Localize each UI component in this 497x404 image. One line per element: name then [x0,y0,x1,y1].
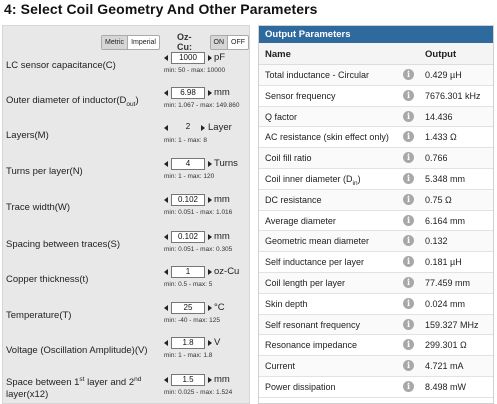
table-row [259,294,493,315]
table-row [259,231,493,252]
table-row [259,356,493,377]
layer-spacing-input[interactable]: 1.5 [171,374,205,386]
decrement-arrow-icon[interactable] [164,125,168,131]
decrement-arrow-icon[interactable] [164,55,168,61]
decrement-arrow-icon[interactable] [164,377,168,383]
output-name: Current [265,361,296,372]
range-hint: min: 0.051 - max: 0.305 [164,246,233,253]
param-row-voltage [3,338,251,376]
output-value: 8.498 mW [425,381,467,392]
increment-arrow-icon[interactable] [208,90,212,96]
unit-label: mm [214,87,230,98]
param-label: Turns per layer(N) [6,166,83,177]
increment-arrow-icon[interactable] [208,377,212,383]
output-value: 7676.301 kHz [425,90,481,101]
range-hint: min: 0.051 - max: 1.016 [164,209,233,216]
unit-label: mm [214,374,230,385]
decrement-arrow-icon[interactable] [164,305,168,311]
copper-thickness-stepper [164,267,254,279]
table-row [259,273,493,294]
output-name: Coil inner diameter $(D_{in})$ [265,173,361,187]
info-icon[interactable]: i [403,69,414,80]
output-name: Total inductance - Circular [265,70,370,80]
output-value: 14.436 [425,111,453,122]
info-icon[interactable]: i [403,277,414,288]
output-name: Average diameter [265,215,336,226]
output-value: 4.721 mA [425,361,464,372]
info-icon[interactable]: i [403,152,414,163]
trace-width-stepper [164,195,254,207]
param-row-turns [3,159,251,197]
voltage-stepper [164,338,254,350]
output-name: Self inductance per layer [265,257,365,268]
unit-label: oz-Cu [214,266,240,277]
outer-diameter-input[interactable]: 6.98 [171,87,205,99]
table-row [259,377,493,398]
param-label: Space between 1st layer and 2nd layer(x12) [6,376,142,401]
output-parameters-panel [258,25,494,404]
layers-stepper [164,123,254,135]
output-name: Coil length per layer [265,277,346,288]
output-panel-header: Output Parameters [259,26,493,43]
increment-arrow-icon[interactable] [208,55,212,61]
output-value: 1.433 Ω [425,132,457,143]
info-icon[interactable]: i [403,215,414,226]
output-name: Self resonant frequency [265,319,361,330]
voltage-input[interactable]: 1.8 [171,337,205,349]
unit-label: mm [214,231,230,242]
range-hint: min: 1.067 - max: 149.860 [164,102,240,109]
layer-spacing-stepper [164,375,254,387]
range-hint: min: 1 - max: 120 [164,173,215,180]
table-row [259,190,493,211]
unit-label: V [214,337,221,348]
table-row [259,335,493,356]
oz-cu-off-button[interactable]: OFF [231,38,245,46]
table-row [259,315,493,336]
output-name: Sensor frequency [265,90,336,101]
outer-diameter-stepper [164,88,254,100]
table-row [259,252,493,273]
info-icon[interactable]: i [403,298,414,309]
increment-arrow-icon[interactable] [208,305,212,311]
table-row [259,148,493,169]
decrement-arrow-icon[interactable] [164,269,168,275]
temperature-input[interactable]: 25 [171,302,205,314]
output-value: 159.327 MHz [425,319,479,330]
param-label: Outer diameter of $inductor(D_{out})$ [6,95,139,108]
info-icon[interactable]: i [403,90,414,101]
output-table-header [259,43,493,65]
unit-label: °C [214,302,225,313]
unit-controls [101,32,249,52]
param-row-capacitance [3,53,251,91]
table-row [259,107,493,128]
unit-label: mm [214,194,230,205]
output-name: Coil fill ratio [265,153,312,164]
spacing-stepper [164,232,254,244]
column-output-header: Output [425,49,457,60]
output-value: 299.301 Ω [425,340,467,351]
decrement-arrow-icon[interactable] [164,340,168,346]
oz-cu-on-button[interactable]: ON [211,36,229,49]
imperial-button[interactable]: Imperial [131,38,156,46]
column-name-header: Name [265,49,291,60]
output-name: Resonance impedance [265,340,358,351]
increment-arrow-icon[interactable] [208,340,212,346]
temperature-stepper [164,303,254,315]
range-hint: min: 50 - max: 10000 [164,67,226,74]
param-label: Copper thickness(t) [6,274,89,285]
param-label: LC sensor capacitance(C) [6,60,116,71]
param-label: Voltage (Oscillation Amplitude)(V) [6,345,148,356]
param-row-temperature [3,303,251,341]
unit-label: Turns [214,158,238,169]
output-name: Q factor [265,111,298,122]
info-icon[interactable]: i [403,256,414,267]
param-label: Spacing between traces(S) [6,239,121,250]
param-label: Layers(M) [6,130,49,141]
metric-button[interactable]: Metric [102,36,128,49]
output-name: DC resistance [265,194,322,205]
range-hint: min: 1 - max: 1.8 [164,352,213,359]
param-row-trace-width [3,195,251,233]
output-value: 0.024 mm [425,298,466,309]
oz-cu-toggle [210,35,250,50]
output-name: Power dissipation [265,381,336,392]
param-row-layer-spacing [3,375,251,404]
increment-arrow-icon[interactable] [208,161,212,167]
output-name: AC resistance (skin effect only) [265,132,389,143]
oz-cu-label: Oz-Cu: [176,32,192,52]
output-value: 0.766 [425,153,448,164]
param-row-copper-thickness [3,267,251,305]
info-icon[interactable]: i [403,131,414,142]
output-value: 77.459 mm [425,277,471,288]
output-value: 0.181 µH [425,257,462,268]
table-row [259,127,493,148]
info-icon[interactable]: i [403,319,414,330]
spacing-input[interactable]: 0.102 [171,231,205,243]
increment-arrow-icon[interactable] [201,125,205,131]
decrement-arrow-icon[interactable] [164,161,168,167]
output-value: 0.429 µH [425,70,462,80]
param-row-spacing [3,232,251,270]
turns-stepper [164,159,254,171]
info-icon[interactable]: i [403,194,414,205]
range-hint: min: 0.025 - max: 1.524 [164,389,233,396]
info-icon[interactable]: i [403,111,414,122]
range-hint: min: 1 - max: 8 [164,137,207,144]
info-icon[interactable]: i [403,339,414,350]
decrement-arrow-icon[interactable] [164,234,168,240]
range-hint: min: 0.5 - max: 5 [164,281,213,288]
param-label: Trace width(W) [6,202,71,213]
table-row [259,169,493,190]
turns-input[interactable]: 4 [171,158,205,170]
decrement-arrow-icon[interactable] [164,90,168,96]
increment-arrow-icon[interactable] [208,234,212,240]
output-name: Skin depth [265,298,308,309]
info-icon[interactable]: i [403,173,414,184]
layers-input[interactable]: 2 [185,122,191,131]
increment-arrow-icon[interactable] [208,269,212,275]
param-row-outer-diameter [3,88,251,126]
page-title: 4: Select Coil Geometry And Other Parameters [4,1,318,17]
output-table-body [259,65,493,398]
trace-width-input[interactable]: 0.102 [171,194,205,206]
param-row-layers [3,123,251,161]
table-row [259,86,493,107]
capacitance-stepper [164,53,254,65]
info-icon[interactable]: i [403,381,414,392]
increment-arrow-icon[interactable] [208,197,212,203]
output-value: 5.348 mm [425,173,466,184]
copper-thickness-input[interactable]: 1 [171,266,205,278]
info-icon[interactable]: i [403,235,414,246]
info-icon[interactable]: i [403,360,414,371]
output-value: 0.132 [425,236,448,247]
unit-system-toggle [101,35,160,50]
output-value: 6.164 mm [425,215,466,226]
unit-label: pF [214,52,226,63]
unit-label: Layer [208,122,232,133]
table-row [259,211,493,232]
decrement-arrow-icon[interactable] [164,197,168,203]
capacitance-input[interactable]: 1000 [171,52,205,64]
table-row [259,65,493,86]
output-value: 0.75 Ω [425,194,452,205]
input-parameters-panel [2,25,250,404]
output-name: Geometric mean diameter [265,236,370,247]
range-hint: min: -40 - max: 125 [164,317,220,324]
param-label: Temperature(T) [6,310,72,321]
